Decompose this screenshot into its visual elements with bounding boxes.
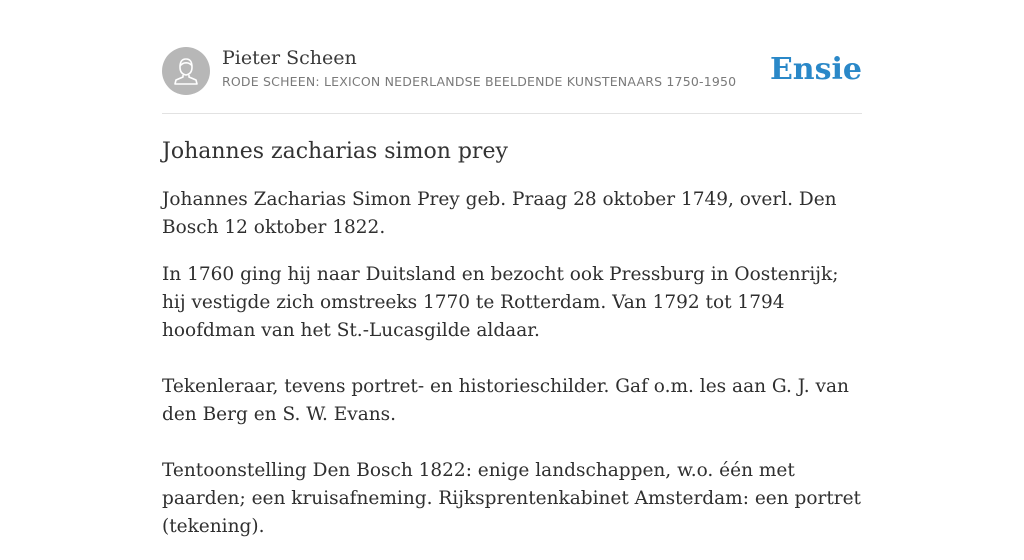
header-divider: [162, 113, 862, 114]
paragraph-4: Tentoonstelling Den Bosch 1822: enige landschappen, w.o. één met paarden; een kruisafneming. Rijksprentenkabinet Amsterdam: een portret (tekening).: [162, 460, 861, 537]
article-body: [162, 136, 862, 560]
paragraph-1: Johannes Zacharias Simon Prey geb. Praag 28 oktober 1749, overl. Den Bosch 12 oktober 1822.: [162, 189, 837, 238]
author-avatar[interactable]: [162, 47, 210, 95]
page-title: Johannes zacharias simon prey: [162, 139, 508, 164]
source-label[interactable]: RODE SCHEEN: LEXICON NEDERLANDSE BEELDENDE KUNSTENAARS 1750-1950: [222, 74, 737, 89]
paragraph-2: In 1760 ging hij naar Duitsland en bezocht ook Pressburg in Oostenrijk; hij vestigde zich omstreeks 1770 te Rotterdam. Van 1792 tot 1794 hoofdman van het St.-Lucasgilde aldaar.: [162, 264, 839, 341]
author-name[interactable]: Pieter Scheen: [222, 47, 357, 69]
user-icon: [162, 47, 210, 95]
brand-logo[interactable]: Ensie: [769, 52, 862, 87]
paragraph-3: Tekenleraar, tevens portret- en historieschilder. Gaf o.m. les aan G. J. van den Berg en S. W. Evans.: [162, 376, 849, 425]
article-header: [162, 46, 862, 96]
